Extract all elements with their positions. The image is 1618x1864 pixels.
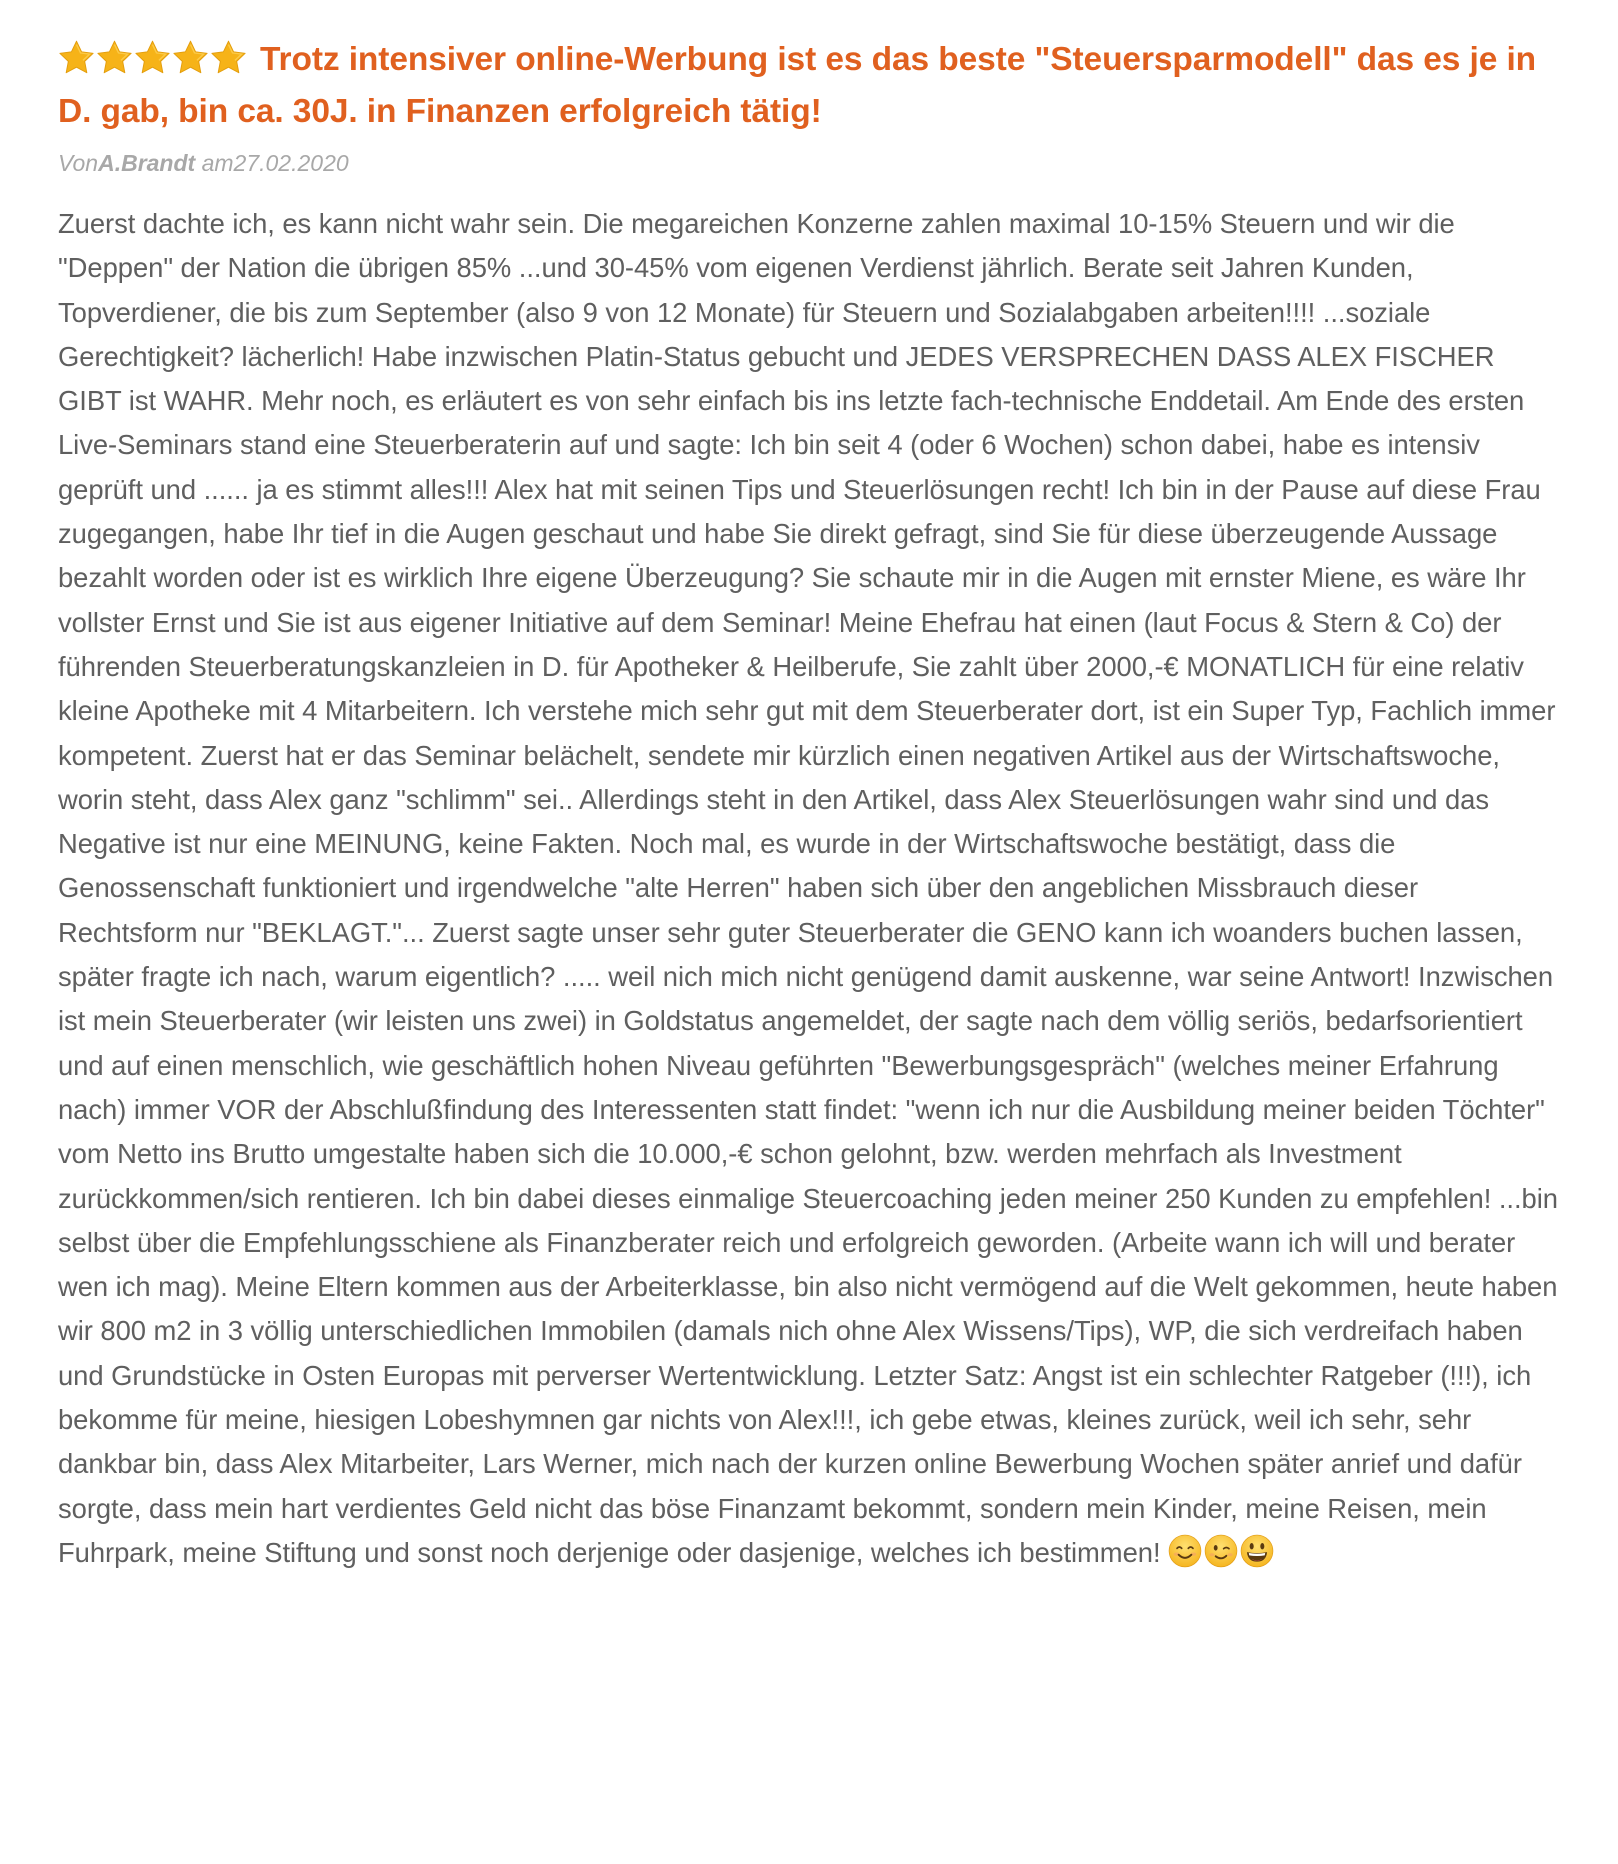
smiling-face-icon: [1168, 1534, 1202, 1568]
winking-face-icon: [1204, 1534, 1238, 1568]
star-icon: [58, 39, 95, 76]
by-label: Von: [58, 150, 99, 176]
star-icon: [134, 39, 171, 76]
review-title-row: [58, 34, 1558, 138]
star-icon: [96, 39, 133, 76]
review-body: [58, 202, 1558, 1575]
review-meta: [58, 148, 1558, 178]
grinning-face-icon: [1240, 1534, 1274, 1568]
star-icon: [210, 39, 247, 76]
review-author: A.Brandt: [98, 150, 196, 176]
review-title: Trotz intensiver online-Werbung ist es das beste "Steuersparmodell" das es je in D. gab, bin ca. 30J. in Finanzen erfolgreich tätig!: [58, 41, 1537, 130]
star-rating: [58, 39, 248, 76]
on-label: am: [195, 150, 234, 176]
review-date: 27.02.2020: [233, 150, 349, 176]
review-text: Zuerst dachte ich, es kann nicht wahr sein. Die megareichen Konzerne zahlen maximal 10-15% Steuern und wir die "Deppen" der Nation die übrigen 85% ...und 30-45% vom eigenen Verdienst jährlich. Berate seit Jahren Kunden, Topverdiener, die bis zum September (also 9 von 12 Monate) für Steuern und Sozialabgaben arbeiten!!!! ...soziale Gerechtigkeit? lächerlich! Habe inzwischen Platin-Status gebucht und JEDES VERSPRECHEN DASS ALEX FISCHER GIBT ist WAHR. Mehr noch, es erläutert es von sehr einfach bis ins letzte fach-technische Enddetail. Am Ende des ersten Live-Seminars stand eine Steuerberaterin auf und sagte: Ich bin seit 4 (oder 6 Wochen) schon dabei, habe es intensiv geprüft und ...... ja es stimmt alles!!! Alex hat mit seinen Tips und Steuerlösungen recht! Ich bin in der Pause auf diese Frau zugegangen, habe Ihr tief in die Augen geschaut und habe Sie direkt gefragt, sind Sie für diese überzeugende Aussage bezahlt worden oder ist es wirklich Ihre eigene Überzeugung? Sie schaute mir in die Augen mit ernster Miene, es wäre Ihr vollster Ernst und Sie ist aus eigener Initiative auf dem Seminar! Meine Ehefrau hat einen (laut Focus & Stern & Co) der führenden Steuerberatungskanzleien in D. für Apotheker & Heilberufe, Sie zahlt über 2000,-€ MONATLICH für eine relativ kleine Apotheke mit 4 Mitarbeitern. Ich verstehe mich sehr gut mit dem Steuerberater dort, ist ein Super Typ, Fachlich immer kompetent. Zuerst hat er das Seminar belächelt, sendete mir kürzlich einen negativen Artikel aus der Wirtschaftswoche, worin steht, dass Alex ganz "schlimm" sei.. Allerdings steht in den Artikel, dass Alex Steuerlösungen wahr sind und das Negative ist nur eine MEINUNG, keine Fakten. Noch mal, es wurde in der Wirtschaftswoche bestätigt, dass die Genossenschaft funktioniert und irgendwelche "alte Herren" haben sich über den angeblichen Missbrauch dieser Rechtsform nur "BEKLAGT."... Zuerst sagte unser sehr guter Steuerberater die GENO kann ich woanders buchen lassen, später fragte ich nach, warum eigentlich? ..... weil nich mich nicht genügend damit auskenne, war seine Antwort! Inzwischen ist mein Steuerberater (wir leisten uns zwei) in Goldstatus angemeldet, der sagte nach dem völlig seriös, bedarfsorientiert und auf einen menschlich, wie geschäftlich hohen Niveau geführten "Bewerbungsgespräch" (welches meiner Erfahrung nach) immer VOR der Abschlußfindung des Interessenten statt findet: "wenn ich nur die Ausbildung meiner beiden Töchter" vom Netto ins Brutto umgestalte haben sich die 10.000,-€ schon gelohnt, bzw. werden mehrfach als Investment zurückkommen/sich rentieren. Ich bin dabei dieses einmalige Steuercoaching jeden meiner 250 Kunden zu empfehlen! ...bin selbst über die Empfehlungsschiene als Finanzberater reich und erfolgreich geworden. (Arbeite wann ich will und berater wen ich mag). Meine Eltern kommen aus der Arbeiterklasse, bin also nicht vermögend auf die Welt gekommen, heute haben wir 800 m2 in 3 völlig unterschiedlichen Immobilen (damals nich ohne Alex Wissens/Tips), WP, die sich verdreifach haben und Grundstücke in Osten Europas mit perverser Wertentwicklung. Letzter Satz: Angst ist ein schlechter Ratgeber (!!!), ich bekomme für meine, hiesigen Lobeshymnen gar nichts von Alex!!!, ich gebe etwas, kleines zurück, weil ich sehr, sehr dankbar bin, dass Alex Mitarbeiter, Lars Werner, mich nach der kurzen online Bewerbung Wochen später anrief und dafür sorgte, dass mein hart verdientes Geld nicht das böse Finanzamt bekommt, sondern mein Kinder, meine Reisen, mein Fuhrpark, meine Stiftung und sonst noch derjenige oder dasjenige, welches ich bestimmen!: [58, 208, 1558, 1568]
star-icon: [172, 39, 209, 76]
